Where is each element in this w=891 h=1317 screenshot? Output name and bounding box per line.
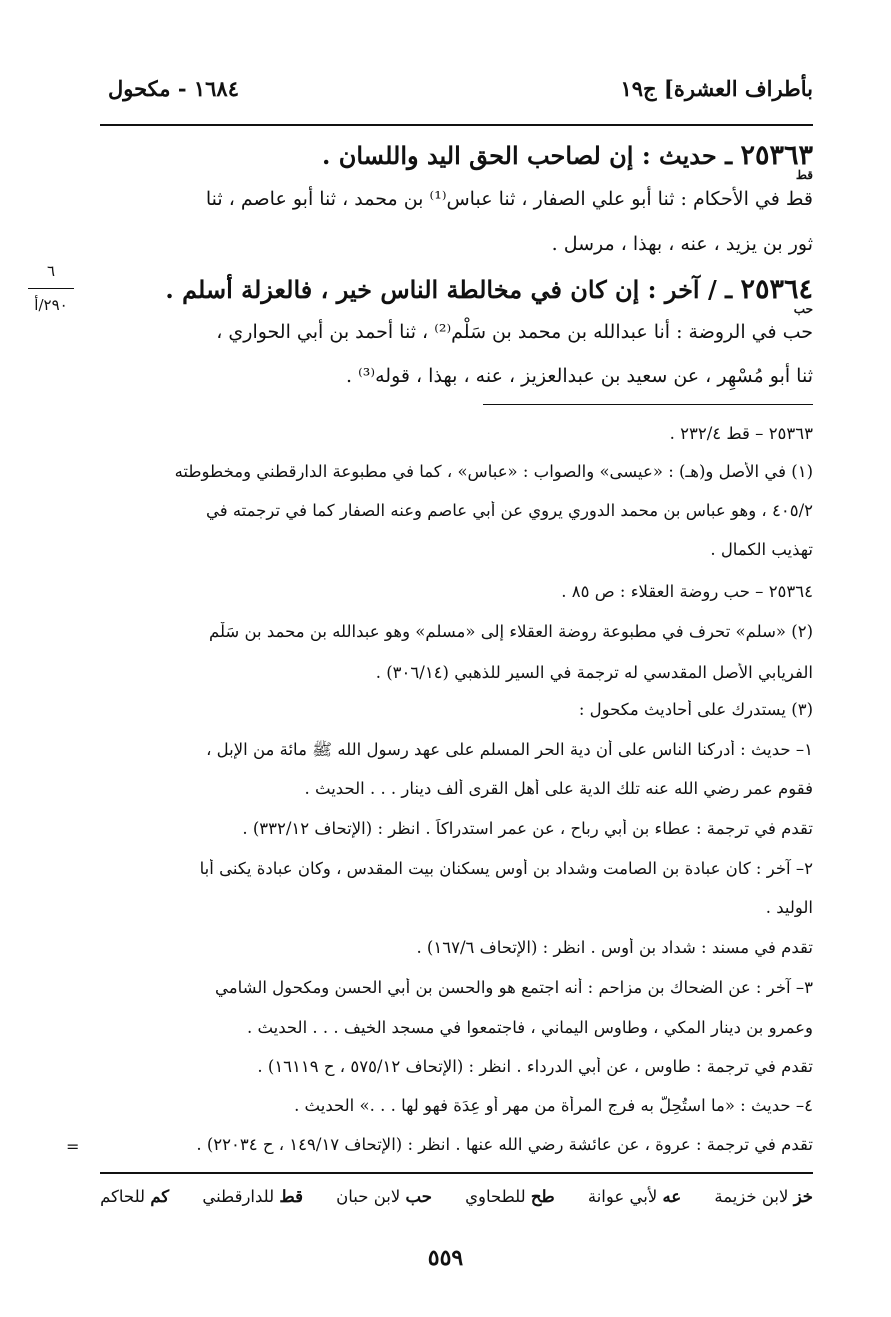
- margin-note-bottom: ٢٩٠/أ: [34, 296, 68, 314]
- footnote-line: تقدم في مسند : شداد بن أوس . انظر : (الإتحاف ١٦٧/٦) .: [416, 938, 813, 957]
- footnote-line: (٢) «سلم» تحرف في مطبوعة روضة العقلاء إلى «مسلم» وهو عبدالله بن محمد بن سَلْم: [208, 622, 813, 641]
- source-code: قط: [795, 168, 813, 182]
- footnote-line: الفريابي الأصل المقدسي له ترجمة في السير للذهبي (٣٠٦/١٤) .: [375, 663, 813, 682]
- margin-rule: [28, 288, 74, 289]
- hadith-number: ٢٥٣٦٤: [740, 274, 813, 305]
- running-header-topic: ١٦٨٤ - مكحول: [108, 76, 239, 101]
- footnote-line: ٢٥٣٦٤ – حب روضة العقلاء : ص ٨٥ .: [561, 582, 813, 601]
- header-rule: [100, 124, 813, 126]
- margin-note-top: ٦: [46, 262, 56, 280]
- isnad-line: ثور بن يزيد ، عنه ، بهذا ، مرسل .: [551, 233, 813, 255]
- footnote-line: تقدم في ترجمة : عطاء بن أبي رباح ، عن عمر استدراكاً . انظر : (الإتحاف ٣٣٢/١٢) .: [242, 819, 813, 838]
- source-code: حب: [793, 302, 813, 316]
- legend-item: كم للحاكم: [100, 1187, 170, 1206]
- footnote-line: (١) في الأصل و(هـ) : «عيسى» والصواب : «عباس» ، كما في مطبوعة الدارقطني ومخطوطته: [174, 462, 813, 481]
- legend-item: خز لابن خزيمة: [714, 1187, 813, 1206]
- isnad-line: قط في الأحكام : ثنا أبو علي الصفار ، ثنا عباس⁽¹⁾ بن محمد ، ثنا أبو عاصم ، ثنا: [205, 188, 813, 210]
- legend-item: طح للطحاوي: [465, 1187, 555, 1206]
- footnote-line: ١– حديث : أدركنا الناس على أن دية الحر المسلم على عهد رسول الله ﷺ مائة من الإبل ،: [206, 740, 813, 759]
- hadith-text: إن لصاحب الحق اليد واللسان .: [322, 141, 642, 170]
- footnote-rule: [483, 404, 813, 405]
- footnote-line: ٤٠٥/٢ ، وهو عباس بن محمد الدوري يروي عن أبي عاصم وعنه الصفار كما في ترجمته في: [205, 501, 813, 520]
- hadith-title: ٢٥٣٦٣ ـ حديث : إن لصاحب الحق اليد واللسان .: [322, 140, 813, 171]
- hadith-type: آخر :: [647, 275, 700, 304]
- hadith-text: إن كان في مخالطة الناس خير ، فالعزلة أسلم .: [165, 275, 648, 304]
- hadith-number: ٢٥٣٦٣: [740, 140, 813, 171]
- footnote-line: تقدم في ترجمة : طاوس ، عن أبي الدرداء . انظر : (الإتحاف ٥٧٥/١٢ ، ح ١٦١١٩) .: [257, 1057, 813, 1076]
- isnad-line: ثنا أبو مُسْهِر ، عن سعيد بن عبدالعزيز ، عنه ، بهذا ، قوله⁽³⁾ .: [346, 365, 813, 387]
- page-number: ٥٥٩: [427, 1245, 464, 1271]
- legend-item: حب لابن حبان: [336, 1187, 432, 1206]
- abbreviation-legend: [100, 1187, 813, 1206]
- footnote-line: فقوم عمر رضي الله عنه تلك الدية على أهل القرى ألف دينار . . . الحديث .: [304, 779, 813, 798]
- footnote-line: ٤– حديث : «ما استُحِلَّ به فرج المرأة من مهر أو عِدَة فهو لها . . .» الحديث .: [294, 1096, 813, 1115]
- hadith-type: حديث :: [641, 141, 717, 170]
- continuation-mark: =: [66, 1137, 80, 1156]
- running-header-book: بأطراف العشرة] ج١٩: [620, 76, 813, 101]
- footnote-line: وعمرو بن دينار المكي ، وطاوس اليماني ، فاجتمعوا في مسجد الخيف . . . الحديث .: [246, 1018, 813, 1037]
- footnote-line: تقدم في ترجمة : عروة ، عن عائشة رضي الله عنها . انظر : (الإتحاف ١٤٩/١٧ ، ح ٢٢٠٣٤) .: [196, 1135, 813, 1154]
- footnote-line: (٣) يستدرك على أحاديث مكحول :: [578, 700, 813, 719]
- footnote-line: تهذيب الكمال .: [710, 540, 813, 559]
- legend-item: قط للدارقطني: [202, 1187, 303, 1206]
- legend-item: عه لأبي عوانة: [587, 1187, 682, 1206]
- footnote-line: ٢٥٣٦٣ – قط ٢٣٢/٤ .: [669, 424, 813, 443]
- isnad-line: حب في الروضة : أنا عبدالله بن محمد بن سَلْم⁽²⁾ ، ثنا أحمد بن أبي الحواري ،: [216, 321, 813, 343]
- footnote-line: ٢– آخر : كان عبادة بن الصامت وشداد بن أوس يسكنان بيت المقدس ، وكان عبادة يكنى أبا: [199, 859, 813, 878]
- legend-rule: [100, 1172, 813, 1174]
- hadith-title: ٢٥٣٦٤ ـ / آخر : إن كان في مخالطة الناس خير ، فالعزلة أسلم .: [165, 274, 813, 305]
- footnote-line: ٣– آخر : عن الضحاك بن مزاحم : أنه اجتمع هو والحسن بن أبي الحسن ومكحول الشامي: [214, 978, 813, 997]
- footnote-line: الوليد .: [765, 898, 813, 917]
